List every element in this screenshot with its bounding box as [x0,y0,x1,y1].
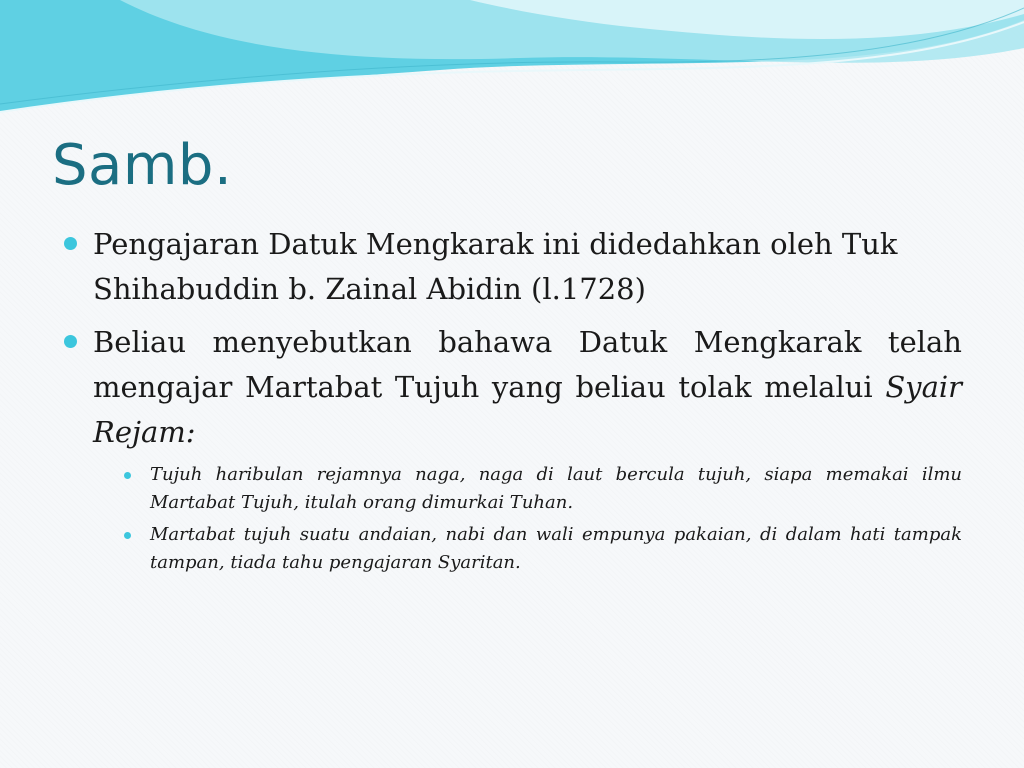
sub-bullet-text: Martabat tujuh suatu andaian, nabi dan wali empunya pakaian, di dalam hati tampak tampan, tiada tahu pengajaran Syaritan. [150,524,962,573]
sub-bullet-item [109,461,962,517]
bullet-emphasis: Syair Rejam: [93,370,962,449]
slide-content [60,222,962,585]
slide-title: Samb. [52,133,233,198]
bullet-text: Beliau menyebutkan bahawa Datuk Mengkarak telah mengajar Martabat Tujuh yang beliau tolak melalui [93,325,962,404]
bullet-list [60,222,962,577]
bullet-text: Pengajaran Datuk Mengkarak ini didedahkan oleh Tuk Shihabuddin b. Zainal Abidin (l.1728) [93,227,898,306]
bullet-dot-icon [64,335,77,348]
header-wave-decoration [0,0,1024,130]
sub-bullet-list [93,461,962,577]
sub-bullet-item [109,521,962,577]
sub-bullet-text: Tujuh haribulan rejamnya naga, naga di laut bercula tujuh, siapa memakai ilmu Martabat Tujuh, itulah orang dimurkai Tuhan. [150,464,962,513]
bullet-item [60,222,962,312]
bullet-item [60,320,962,577]
sub-bullet-dot-icon [124,472,131,479]
sub-bullet-dot-icon [124,532,131,539]
bullet-text-block [93,320,962,455]
bullet-dot-icon [64,237,77,250]
